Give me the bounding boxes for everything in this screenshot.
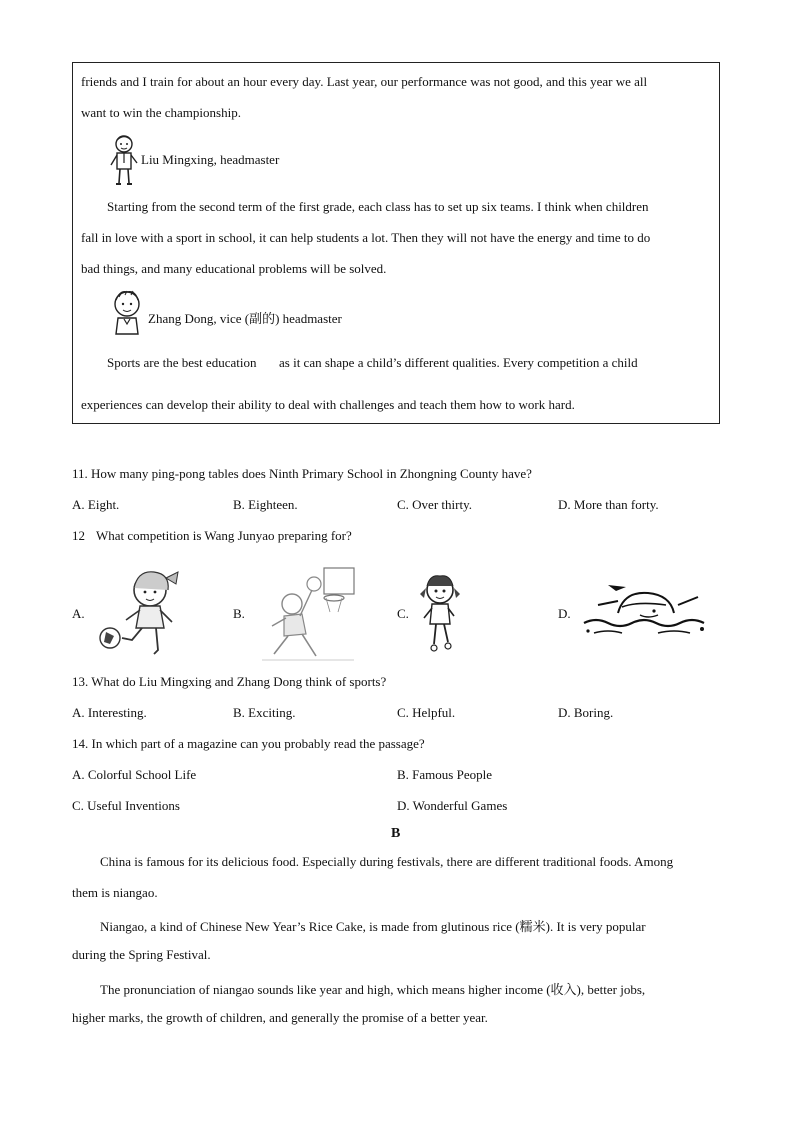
q11-option-b[interactable]: B. Eighteen. <box>233 497 298 512</box>
q12-stem: What competition is Wang Junyao preparing for? <box>96 528 352 543</box>
q13-option-c[interactable]: C. Helpful. <box>397 705 456 720</box>
box-line-1: friends and I train for about an hour every day. Last year, our performance was not good, and this year we all <box>81 74 648 89</box>
boy-playing-basketball-icon <box>254 564 360 664</box>
section-b-p1-line-2: them is niangao. <box>72 885 158 900</box>
q11-option-a[interactable]: A. Eight. <box>72 497 120 512</box>
child-swimming-icon <box>578 583 712 643</box>
section-b-p2-line-2: during the Spring Festival. <box>72 947 211 962</box>
section-b-p1-line-1: China is famous for its delicious food. Especially during festivals, there are different traditional foods. Among <box>100 854 674 869</box>
q13-stem: 13. What do Liu Mingxing and Zhang Dong think of sports? <box>72 674 387 689</box>
section-b-p2-line-1: Niangao, a kind of Chinese New Year’s Rice Cake, is made from glutinous rice (糯米). It is very popular <box>100 919 646 934</box>
box-p1-line-1: Starting from the second term of the first grade, each class has to set up six teams. I think when children <box>107 199 649 214</box>
box-line-2: want to win the championship. <box>81 105 241 120</box>
section-b-heading: B <box>391 826 401 841</box>
person2-caption: Zhang Dong, vice (副的) headmaster <box>148 311 342 326</box>
box-p2-line-1a: Sports are the best education <box>107 355 257 370</box>
box-p2-line-2: experiences can develop their ability to deal with challenges and teach them how to work hard. <box>81 397 575 412</box>
q14-option-d[interactable]: D. Wonderful Games <box>397 798 508 813</box>
cartoon-boy-icon <box>108 288 146 338</box>
q12-option-b[interactable]: B. <box>233 606 245 621</box>
q11-option-c[interactable]: C. Over thirty. <box>397 497 472 512</box>
q12-option-c[interactable]: C. <box>397 606 409 621</box>
box-p1-line-3: bad things, and many educational problems will be solved. <box>81 261 387 276</box>
person1-caption: Liu Mingxing, headmaster <box>141 152 280 167</box>
q13-option-b[interactable]: B. Exciting. <box>233 705 296 720</box>
girl-running-icon <box>414 570 466 656</box>
q12-number: 12 <box>72 528 85 543</box>
q13-option-a[interactable]: A. Interesting. <box>72 705 147 720</box>
q13-option-d[interactable]: D. Boring. <box>558 705 614 720</box>
section-b-p3-line-1: The pronunciation of niangao sounds like year and high, which means higher income (收入), better jobs, <box>100 982 646 997</box>
box-p1-line-2: fall in love with a sport in school, it can help students a lot. Then they will not have the energy and time to do <box>81 230 651 245</box>
section-b-p3-line-2: higher marks, the growth of children, and generally the promise of a better year. <box>72 1010 488 1025</box>
q14-option-a[interactable]: A. Colorful School Life <box>72 767 197 782</box>
box-p2-line-1b: as it can shape a child’s different qualities. Every competition a child <box>279 355 638 370</box>
q12-option-a[interactable]: A. <box>72 606 85 621</box>
q12-option-d[interactable]: D. <box>558 606 571 621</box>
girl-playing-football-icon <box>92 566 182 660</box>
cartoon-man-icon <box>108 133 140 187</box>
q11-option-d[interactable]: D. More than forty. <box>558 497 659 512</box>
q14-option-b[interactable]: B. Famous People <box>397 767 492 782</box>
q11-stem: 11. How many ping-pong tables does Ninth Primary School in Zhongning County have? <box>72 466 532 481</box>
q14-option-c[interactable]: C. Useful Inventions <box>72 798 180 813</box>
q14-stem: 14. In which part of a magazine can you probably read the passage? <box>72 736 425 751</box>
